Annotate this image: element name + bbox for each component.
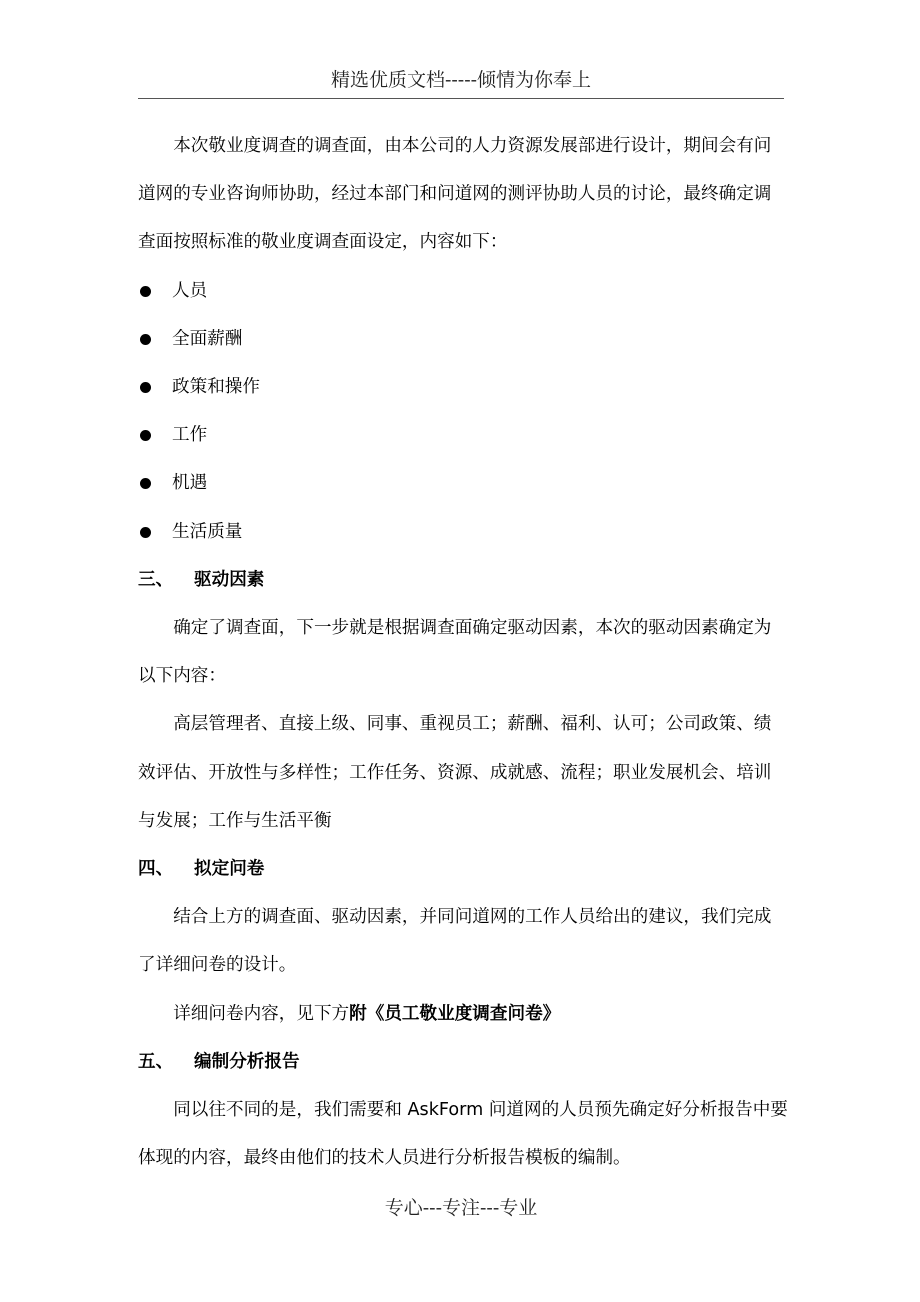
section-4-paragraph-1: 结合上方的调查面、驱动因素，并同问道网的工作人员给出的建议，我们完成了详细问卷的设计。 [138, 907, 772, 976]
bullet-icon [140, 286, 151, 297]
section-3-number: 三、 [138, 569, 174, 590]
list-item-label: 生活质量 [172, 521, 243, 542]
section-4-number: 四、 [138, 859, 174, 880]
section-4-paragraph-2-text: 详细问卷内容，见下方 [173, 1003, 350, 1024]
section-5-paragraph-1: 同以往不同的是，我们需要和 AskForm 问道网的人员预先确定好分析报告中要体现的内容，最终由他们的技术人员进行分析报告模板的编制。 [138, 1100, 788, 1169]
list-item [138, 363, 788, 411]
list-item-label: 政策和操作 [172, 377, 260, 398]
list-item [138, 508, 788, 556]
questionnaire-reference: 附《员工敬业度调查问卷》 [349, 1003, 561, 1024]
bullet-icon [140, 478, 151, 489]
list-item [138, 459, 788, 507]
page-footer [138, 1194, 784, 1222]
section-5-number: 五、 [138, 1051, 174, 1072]
section-4-title: 拟定问卷 [194, 859, 265, 880]
footer-text: 专心---专注---专业 [384, 1197, 538, 1219]
list-item-label: 人员 [172, 280, 208, 301]
section-3-heading [138, 556, 788, 604]
bullet-icon [140, 334, 151, 345]
section-3-title: 驱动因素 [194, 569, 265, 590]
survey-dimension-list [138, 267, 788, 556]
section-4-heading [138, 845, 788, 893]
page-header [138, 66, 784, 99]
bullet-icon [140, 527, 151, 538]
list-item [138, 267, 788, 315]
bullet-icon [140, 430, 151, 441]
section-3-paragraph-1: 确定了调查面，下一步就是根据调查面确定驱动因素，本次的驱动因素确定为以下内容： [138, 618, 772, 687]
bullet-icon [140, 382, 151, 393]
section-5-heading [138, 1038, 788, 1086]
list-item-label: 机遇 [172, 473, 208, 494]
list-item [138, 315, 788, 363]
list-item-label: 工作 [172, 425, 208, 446]
header-text: 精选优质文档-----倾情为你奉上 [330, 69, 592, 91]
document-body [138, 122, 788, 1182]
section-3-paragraph-2: 高层管理者、直接上级、同事、重视员工；薪酬、福利、认可；公司政策、绩效评估、开放性与多样性；工作任务、资源、成就感、流程；职业发展机会、培训与发展；工作与生活平衡 [138, 714, 772, 831]
list-item-label: 全面薪酬 [172, 328, 243, 349]
intro-paragraph: 本次敬业度调查的调查面，由本公司的人力资源发展部进行设计，期间会有问道网的专业咨询师协助，经过本部门和问道网的测评协助人员的讨论，最终确定调查面按照标准的敬业度调查面设定，内容如下： [138, 136, 772, 253]
section-4-paragraph-2 [138, 990, 788, 1038]
section-5-title: 编制分析报告 [194, 1051, 300, 1072]
list-item [138, 411, 788, 459]
